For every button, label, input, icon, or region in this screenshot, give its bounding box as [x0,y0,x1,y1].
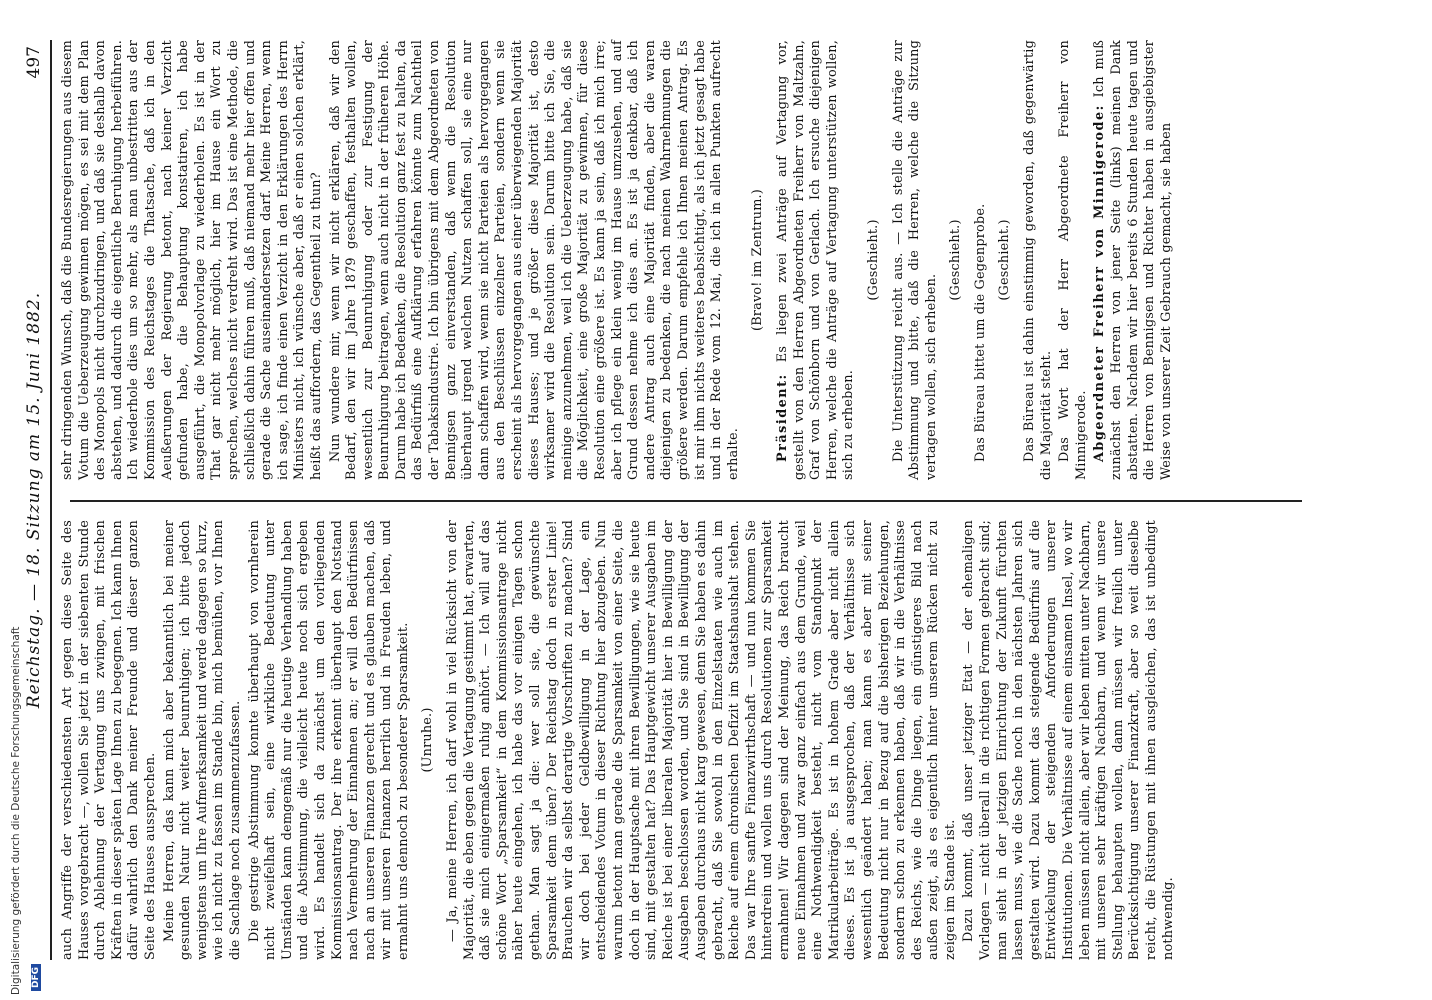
paragraph: Die Unterstützung reicht aus. — Ich stelle die Anträge zur Abstimmung und bitte, daß die Herren, welche die Sitzung vertagen wollen, sich erheben. [890,40,939,480]
speaker-name: Präsident: [774,373,790,462]
stage-direction: (Geschieht.) [997,219,1013,301]
page-header [22,40,52,960]
left-column [60,520,1302,960]
stage-direction: (Bravo! im Zentrum.) [750,189,766,331]
text-columns [60,40,1302,960]
stage-direction: (Unruhe.) [420,707,436,773]
speech-text: Es liegen zwei Anträge auf Vertagung vor, gestellt von den Herren Abgeordneten Freiherr von Maltzahn, Graf von Schönborn und von Gerlach. Ich ersuche diejenigen Herren, welche die Anträge auf Vertagung unterstützen wollen, sich zu erheben. [774,40,857,480]
credit-text: Digitalisierung gefördert durch die Deutsche Forschungsgemeinschaft [10,626,22,995]
stage-direction: (Geschieht.) [948,219,964,301]
dfg-logo: DFG [31,964,41,991]
page-number: 497 [24,46,44,79]
paragraph: Nun wundere mir, wenn wir nicht erklären, daß wir den Bedarf, den wir im Jahre 1879 geschaffen, festhalten wollen, wesentlich zur Beunruhigung oder zur Festigung der Beunruhigung beitragen, wenn auch nicht in der früheren Höhe. Darum habe ich Bedenken, die Resolution ganz fest zu halten, da das Bedürfniß eine Aufklärung erfahren könnte zum Nachtheil der Tabaksindustrie. Ich bin übrigens mit dem Abgeordneten von Bennigsen ganz einverstanden, daß wenn die Resolution überhaupt irgend welchen Nutzen schaffen soll, sie eine nur dann schaffen wird, wenn sie nicht Parteien als hervorgegangen aus den Beschlüssen einzelner Parteien, sondern wenn sie erscheint als hervorgegangen aus einer überwiegenden Majorität dieses Hauses; und je größer diese Majorität ist, desto wirksamer wird die Resolution sein. Darum bitte ich Sie, die meinige anzunehmen, weil ich die Ueberzeugung habe, daß sie die Möglichkeit, eine große Majorität zu gewinnen, für diese Resolution eine größere ist. Es kann ja sein, daß ich mich irre; aber ich pflege ein klein wenig im Hause umzusehen, und auf Grund dessen nehme ich dies an. Es ist ja denkbar, daß ich andere Antrag auch eine Majorität finden, aber die waren diejenigen zu bedenken, die nach meinen Wahrnehmungen die größere werden. Darum empfehle ich Ihnen meinen Antrag. Es ist mir ihm nichts weiteres beabsichtigt, als ich jetzt gesagt habe und in der Rede vom 12. Mai, die ich in allen Punkten aufrecht erhalte. [327,40,741,480]
paragraph: Dazu kommt, daß unser jetziger Etat — der ehemaligen Vorlagen — nicht überall in die richtigen Formen gebracht sind; man sieht in der jetzigen Einrichtung der Zukunft fürchten lassen muss, wie die Sache noch in den nächsten Jahren sich gestalten wird. Dazu kommt das steigende Bedürfnis auf die Entwickelung der steigenden Anforderungen unserer Institutionen. Die Verhältnisse auf einem einsamen Insel, wo wir leben müssen nicht allein, aber wir leben mitten unter Nachbarn, mit unseren sehr kräftigen Nachbarn, und wenn wir unsere Stellung behaupten wollen, dann müssen wir freilich unter Berücksichtigung unserer Finanzkraft, aber so weit dieselbe reicht, die Rüstungen mit ihnen ausgleichen, das ist unbedingt nothwendig. [961,520,1176,960]
right-column [60,40,1302,480]
paragraph: Meine Herren, das kann mich aber bekanntlich bei meiner gesunden Natur nicht weiter beunruhigen; ich bitte jedoch wenigstens um Ihre Aufmerksamkeit und werde dagegen so kurz, wie ich nicht zu fassen im Stande bin, mich bemühen, vor Ihnen die Sachlage noch zusammenzufassen. [161,520,243,960]
paragraph [775,40,858,480]
paragraph: Das Wort hat der Herr Abgeordnete Freiherr von Minnigerode. [1057,40,1089,480]
speech-text: Ich muß zunächst den Herren von jener Seite (links) meinen Dank abstatten. Nachdem wir hier bereits 6 Stunden heute tagen und die Herren von Bennigsen und Richter haben in ausgiebigster Weise von unserer Zeit Gebrauch gemacht, sie haben [1092,40,1174,480]
paragraph: Die gestrige Abstimmung konnte überhaupt von vornherein nicht zweifelhaft sein, eine wirkliche Bedeutung unter Umständen kann demgemäß nur die heutige Verhandlung haben und die Abstimmung, die vielleicht heute noch sich ergeben wird. Es handelt sich da zunächst um den vorliegenden Kommissionsantrag. Der ihre erkennt überhaupt den Notstand nach Vermehrung der Einnahmen an; er will den Bedürfnissen nach an unseren Finanzen gerecht und es glauben machen, daß wir mit unseren Finanzen herrlich und in Freuden leben, und ermahnt uns dennoch zu besonderer Sparsamkeit. [246,520,411,960]
running-title: Reichstag. — 18. Sitzung am 15. Juni 1882. [24,291,44,709]
paragraph: Das Büreau ist dahin einstimmig geworden, daß gegenwärtig die Majorität steht. [1022,40,1054,480]
paragraph: auch Angriffe der verschiedensten Art gegen diese Seite des Hauses vorgebracht —, wollen Sie jetzt in der siebenten Stunde durch Ablehnung der Vertagung uns zwingen, mit frischen Kräften in dieser späten Lage Ihnen zu begegnen. Ich kann Ihnen dafür wahrlich den Dank meiner Freunde und dieser ganzen Seite des Hauses aussprechen. [60,520,158,960]
stage-direction: (Geschieht.) [865,219,881,301]
paragraph [1092,40,1175,480]
column-divider [70,500,1302,502]
digitization-credit [4,605,41,995]
paragraph: sehr dringenden Wunsch, daß die Bundesregierungen aus diesem Votum die Ueberzeugung gewinnen mögen, es sei mit dem Plan des Monopols nicht durchzudringen, und daß sie deshalb davon abstehen, und dadurch die eigentliche Beruhigung herbeiführen. Ich wiederhole dies um so mehr, als man unbestritten aus der Kommission des Reichstages die Thatsache, daß ich in den Aeußerungen der Regierung betont, nach keiner Verzicht gefunden habe, die Behauptung konstatiren, ich habe ausgeführt, die Monopolvorlage zu wiederholen. Es ist in der That gar nicht mehr möglich, hier im Hause ein Wort zu sprechen, welches nicht verdreht wird. Das ist eine Methode, die schließlich dahin führen muß, daß niemand mehr hier offen und gerade die Sache auseinandersetzen darf. Meine Herren, wenn ich sage, ich finde einen Verzicht in den Erklärungen des Herrn Ministers nicht, ich wünsche aber, daß er einen solchen erklärt, heißt das auffordern, das Gegentheil zu thun? [60,40,324,480]
speaker-name: Abgeordneter Freiherr von Minnigerode: [1092,104,1108,462]
paragraph: — Ja, meine Herren, ich darf wohl in viel Rücksicht von der Majorität, die eben gegen die Vertagung gestimmt hat, erwarten, daß sie mich einigermaßen ruhig anhört. — Ich will auf das schöne Wort „Sparsamkeit“ in dem Kommissionsantrage nicht näher heute eingehen, ich habe das vor einigen Tagen schon gethan. Man sagt ja die: wer soll sie, die gewünschte Sparsamkeit denn üben? Der Reichstag doch in erster Linie! Brauchen wir da selbst derartige Vorschriften zu machen? Sind wir doch bei jeder Geldbewilligung in der Lage, ein entscheidendes Votum in dieser Richtung hier abzugeben. Nun warum betont man gerade die Sparsamkeit von einer Seite, die doch in der Hauptsache mit ihren Bewilligungen, wie sie heute sind, mit gestalten hat? Das Hauptgewicht unserer Ausgaben im Reiche ist bei einer liberalen Majorität hier in Bewilligung der Ausgaben beschlossen worden, und Sie sind in Bewilligung der Ausgaben durchaus nicht karg gewesen, denn Sie haben es dahin gebracht, daß Sie sowohl in den Einzelstaaten wie auch im Reiche auf einem chronischen Defizit im Staatshaushalt stehen. Das war Ihre sanfte Finanzwirthschaft — und nun kommen Sie hinterdrein und wollen uns durch Resolutionen zur Sparsamkeit ermahnen! Wir dagegen sind der Meinung, das Reich braucht neue Einnahmen und zwar ganz einfach aus dem Grunde, weil eine Nothwendigkeit besteht, nicht vom Standpunkt der Matrikularbeiträge. Es ist in hohem Grade aber nicht allein dieses. Es ist ja ausgesprochen, daß der Verhältnisse sich wesentlich geändert haben; man kann es aber mit seiner Bedeutung nicht nur in Bezug auf die bisherigen Beziehungen, sondern schon zu erkennen haben, daß wir in die Verhältnisse des Reichs, wie die Dinge liegen, ein günstigeres Bild nach außen zeigt, als es eigentlich hinter unserem Rücken nicht zu zeigen im Stande ist. [445,520,958,960]
paragraph: Das Büreau bittet um die Gegenprobe. [972,203,988,462]
